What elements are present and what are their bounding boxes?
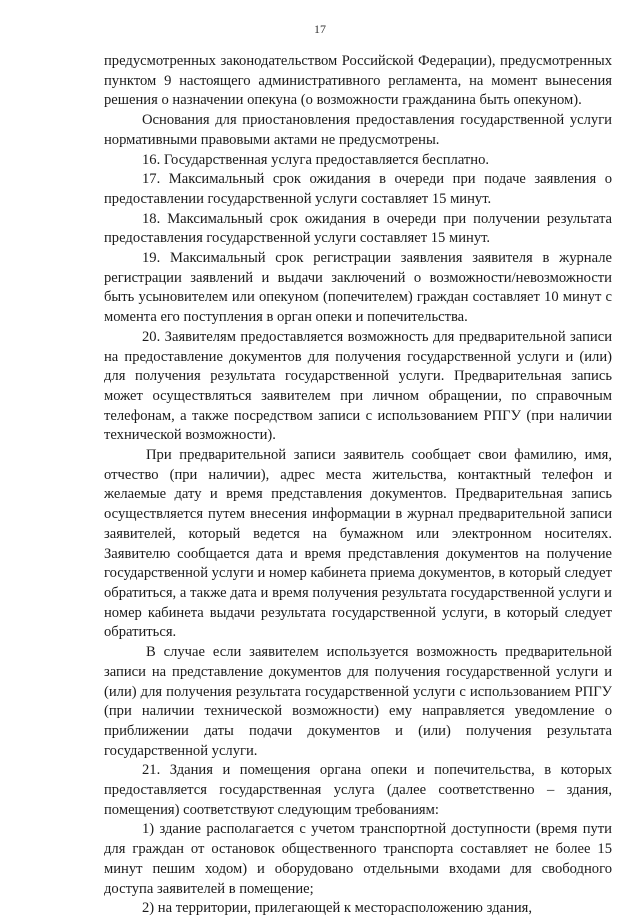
paragraph: Основания для приостановления предоставления государственной услуги нормативными правовыми актами не предусмотрены. — [104, 112, 612, 148]
document-body — [104, 52, 612, 919]
paragraph: 17. Максимальный срок ожидания в очереди при подаче заявления о предоставлении государственной услуги составляет 15 минут. — [104, 171, 612, 207]
paragraph: 16. Государственная услуга предоставляется бесплатно. — [142, 151, 490, 168]
paragraph: предусмотренных законодательством Российской Федерации), предусмотренных пунктом 9 настоящего административного регламента, на момент вынесения решения о назначении опекуна (о возможности гражданина быть опекуном). — [104, 53, 612, 109]
paragraph: 21. Здания и помещения органа опеки и попечительства, в которых предоставляется государственная услуга (далее соответственно – здания, помещения) соответствуют следующим требованиям: — [104, 762, 612, 818]
paragraph: 1) здание располагается с учетом транспортной доступности (время пути для граждан от остановок общественного транспорта составляет не более 15 минут пешим ходом) и оборудовано отдельными входами для свободного доступа заявителей в помещение; — [104, 821, 612, 897]
paragraph: 2) на территории, прилегающей к месторасположению здания, — [142, 900, 532, 917]
paragraph: 20. Заявителям предоставляется возможность для предварительной записи на предоставление документов для получения государственной услуги и (или) для получения результата государственной услуги. Предварительная запись может осуществляться заявителем при личном обращении, по справочным телефонам, а также посредством записи с использованием РПГУ (при наличии технической возможности). — [104, 328, 612, 444]
paragraph: 18. Максимальный срок ожидания в очереди при получении результата предоставления государственной услуги составляет 15 минут. — [104, 210, 612, 247]
page-number: 17 — [314, 22, 326, 36]
paragraph: 19. Максимальный срок регистрации заявления заявителя в журнале регистрации заявлений и выдачи заключений о возможности/невозможности быть усыновителем или опекуном (попечителем) граждан составляет 10 минут с момента его поступления в орган опеки и попечительства. — [104, 250, 612, 326]
paragraph: При предварительной записи заявитель сообщает свои фамилию, имя, отчество (при наличии), адрес места жительства, контактный телефон и желаемые дату и время представления документов. Предварительная запись осуществляется путем внесения информации в журнал предварительной записи заявителей, который ведется на бумажном или электронном носителях. Заявителю сообщается дата и время представления документов на получение государственной услуги и номер кабинета приема документов, в который следует обратиться, а также дата и время получения результата государственной услуги и номер кабинета выдачи результата государственной услуги, в который следует обратиться. — [104, 447, 612, 641]
paragraph: В случае если заявителем используется возможность предварительной записи на представление документов для получения государственной услуги и (или) для получения результата государственной услуги с использованием РПГУ (при наличии технической возможности) ему направляется уведомление о приближении даты подачи документов и (или) получения результата государственной услуги. — [104, 644, 612, 759]
